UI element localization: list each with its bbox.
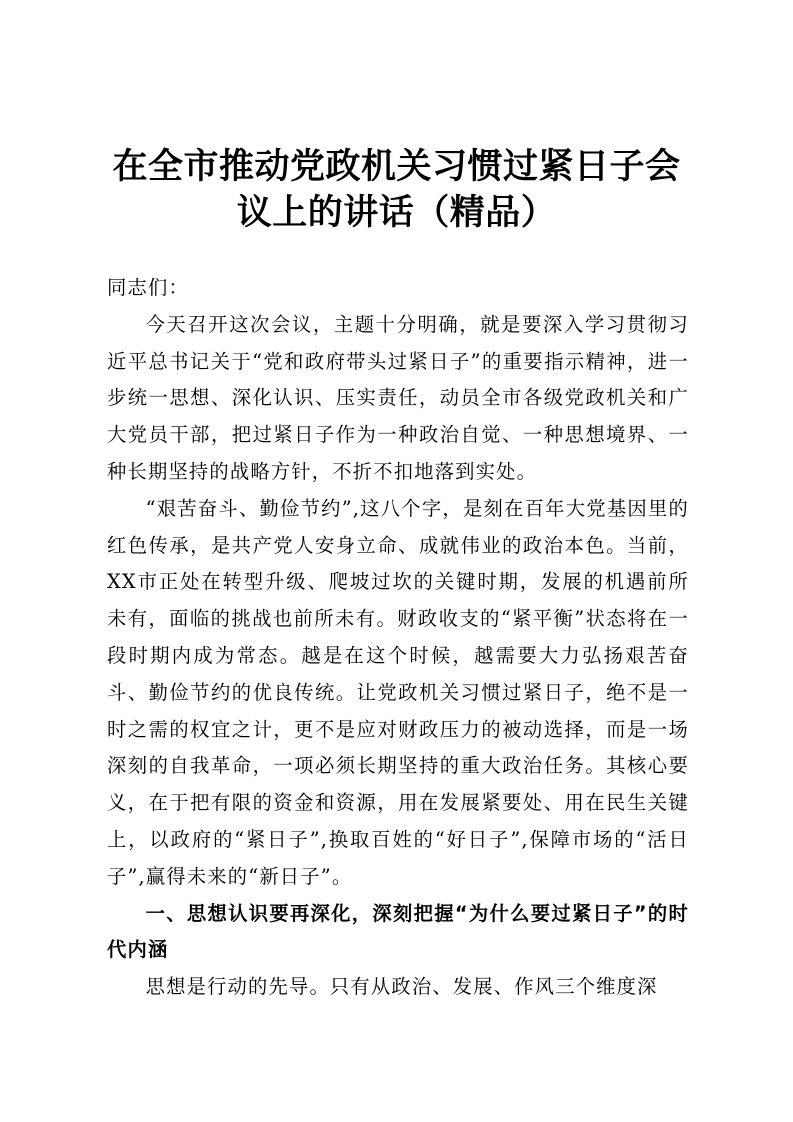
title-line-1: 在全市推动党政机关习惯过紧日子会 [112, 147, 681, 187]
paragraph-background: “艰苦奋斗、勤俭节约”,这八个字，是刻在百年大党基因里的红色传承，是共产党人安身立命、成就伟业的政治本色。当前，XX市正处在转型升级、爬坡过坎的关键时期，发展的机遇前所未有，面临的挑战也前所未有。财政收支的“紧平衡”状态将在一段时期内成为常态。越是在这个时候，越需要大力弘扬艰苦奋斗、勤俭节约的优良传统。让党政机关习惯过紧日子，绝不是一时之需的权宜之计，更不是应对财政压力的被动选择，而是一场深刻的自我革命，一项必须长期坚持的重大政治任务。其核心要义，在于把有限的资金和资源，用在发展紧要处、用在民生关键上，以政府的“紧日子”,换取百姓的“好日子”,保障市场的“活日子”,赢得未来的“新日子”。 [107, 496, 689, 888]
salutation: 同志们： [107, 276, 189, 299]
paragraph-opening: 今天召开这次会议，主题十分明确，就是要深入学习贯彻习近平总书记关于“党和政府带头过紧日子”的重要指示精神，进一步统一思想、深化认识、压实责任，动员全市各级党政机关和广大党员干部，把过紧日子作为一种政治自觉、一种思想境界、一种长期坚持的战略方针，不折不扣地落到实处。 [107, 312, 689, 483]
document-title [100, 144, 693, 236]
section-heading-1: 一、思想认识要再深化，深刻把握“为什么要过紧日子”的时代内涵 [107, 901, 689, 962]
title-line-2: 议上的讲话（精品） [236, 193, 557, 233]
document-body [107, 270, 689, 1006]
paragraph-section-1: 思想是行动的先导。只有从政治、发展、作风三个维度深 [145, 975, 658, 999]
